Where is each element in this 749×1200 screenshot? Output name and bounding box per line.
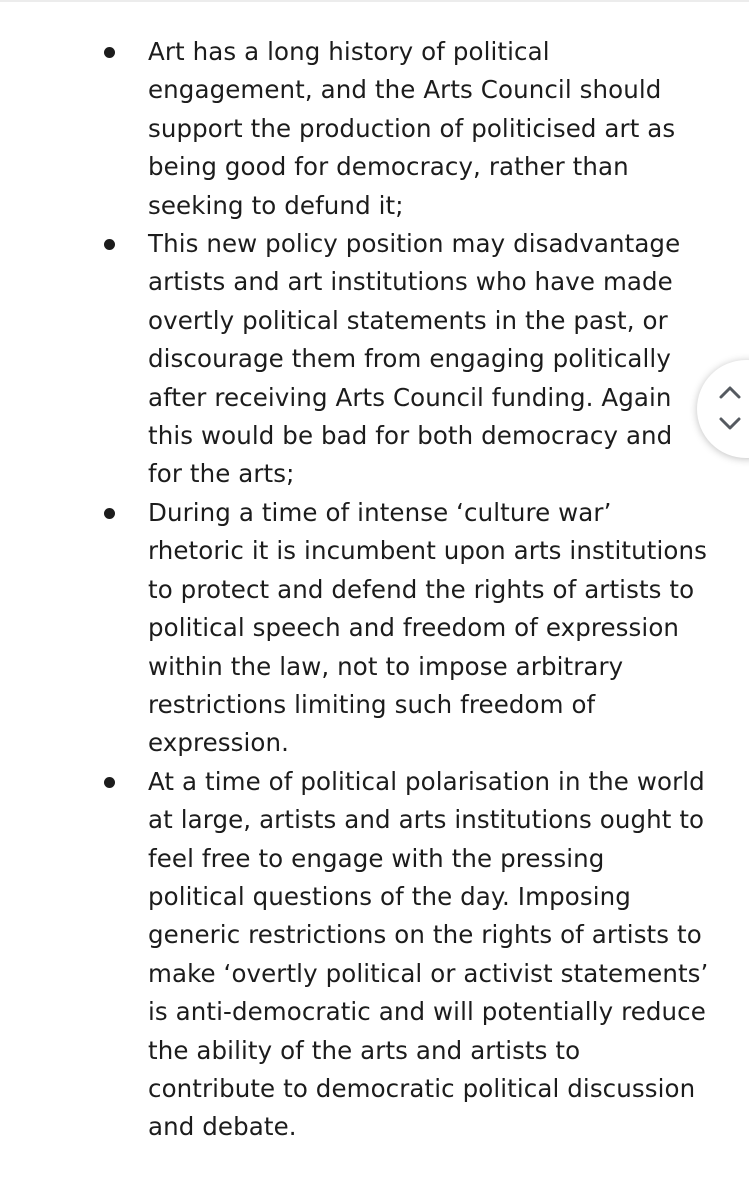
bullet-icon	[104, 239, 115, 250]
bullet-list	[0, 33, 749, 1147]
list-item	[0, 494, 749, 763]
list-item	[0, 763, 749, 1147]
bullet-text: During a time of intense ‘culture war’ rhetoric it is incumbent upon arts institutions to protect and defend the rights of artists to political speech and freedom of expression within the law, not to impose arbitrary restrictions limiting such freedom of expression.	[148, 497, 707, 758]
bullet-icon	[104, 508, 115, 519]
bullet-text: Art has a long history of political engagement, and the Arts Council should support the production of politicised art as being good for democracy, rather than seeking to defund it;	[148, 37, 676, 220]
list-item	[0, 225, 749, 494]
top-divider	[0, 0, 749, 2]
bullet-icon	[104, 47, 115, 58]
list-item	[0, 33, 749, 225]
chevron-up-icon[interactable]	[717, 380, 743, 406]
bullet-text: This new policy position may disadvantage artists and art institutions who have made overtly political statements in the past, or discourage them from engaging politically after receiving Arts Council funding. Again this would be bad for both democracy and for the arts;	[148, 229, 681, 489]
chevron-down-icon[interactable]	[717, 410, 743, 436]
bullet-icon	[104, 777, 115, 788]
bullet-text: At a time of political polarisation in the world at large, artists and arts institutions ought to feel free to engage with the pressing political questions of the day. Imposing generic restrictions on the rights of artists to make ‘overtly political or activist statements’ is anti-democratic and will potentially reduce the ability of the arts and artists to contribute to democratic political discussion and debate.	[148, 766, 709, 1142]
